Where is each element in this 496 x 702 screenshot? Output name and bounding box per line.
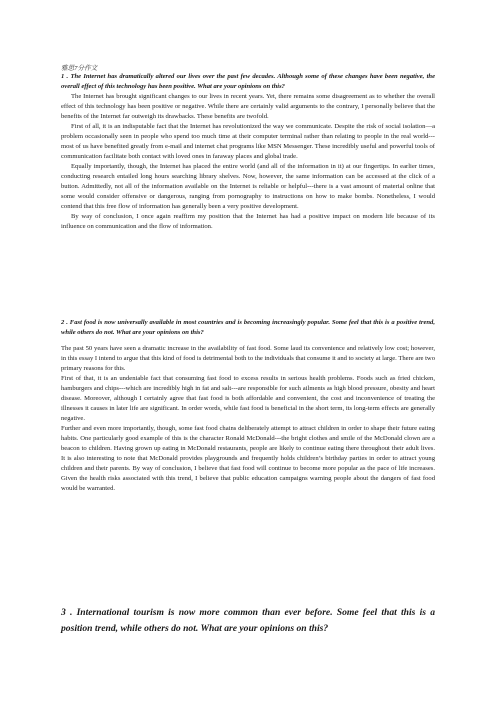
essay-2-paragraph-2: First of that, it is an undeniable fact that consuming fast food to excess results in serious health problems. Foods such as fried chicken, hamburgers and chips---which are incredibly high in fat and salt---are responsible for such ailments as high blood pressure, obesity and heart disease. Moreover, although I certainly agree that fast food is both affordable and convenient, the cost and inconvenience of treating the illnesses it causes in later life are significant. In order words, while fast food is beneficial in the short term, its long-term effects are generally negative. — [61, 375, 435, 422]
essay-3-question: 3 . International tourism is now more common than ever before. Some feel that this is a position trend, while others do not. What are your opinions on this? — [61, 607, 435, 634]
essay-1-paragraph-4: By way of conclusion, I once again reaffirm my position that the Internet has had a positive impact on modern life because of its influence on communication and the flow of information. — [61, 213, 435, 230]
essay-2 — [61, 318, 435, 494]
essay-2-question: 2 . Fast food is now universally available in most countries and is becoming increasingly popular. Some feel that this is a positive trend, while others do not. What are your opinions on this? — [61, 319, 435, 336]
essay-1-paragraph-3: Equally importantly, though, the Internet has placed the entire world (and all of the information in it) at our fingertips. In earlier times, conducting research entailed long hours searching library shelves. Now, however, the same information can be accessed at the click of a button. Admittedly, not all of the information available on the Internet is reliable or helpful---there is a vast amount of material online that some would consider offensive or dangerous, ranging from pornography to instructions on how to make bombs. Nonetheless, I would contend that this free flow of information has generally been a very positive development. — [61, 163, 435, 210]
essay-1-question: 1 . The Internet has dramatically altered our lives over the past few decades. Although some of these changes have been negative, the overall effect of this technology has been positive. What are your opinions on this? — [61, 73, 435, 90]
essay-2-paragraph-1: The past 50 years have seen a dramatic increase in the availability of fast food. Some laud its convenience and relatively low cost; however, in this essay I intend to argue that this kind of food is detrimental both to the individuals that consume it and to society at large. There are two primary reasons for this. — [61, 345, 435, 372]
essay-3 — [61, 605, 435, 637]
essay-1-paragraph-2: First of all, it is an indisputable fact that the Internet has revolutionized the way we communicate. Despite the risk of social isolation—a problem occasionally seen in people who spend too much time at their computer terminal rather than relating to people in the real world--- most of us have benefited greatly from e-mail and internet chat programs like MSN Messenger. These incredibly useful and powerful tools of communication facilitate both contact with loved ones in faraway places and global trade. — [61, 123, 435, 160]
essay-1-paragraph-1: The Internet has brought significant changes to our lives in recent years. Yet, there remains some disagreement as to whether the overall effect of this technology has been positive or negative. While there are certainly valid arguments to the contrary, I personally believe that the benefits of the Internet far outweigh its drawbacks. These benefits are twofold. — [61, 93, 435, 120]
essay-2-paragraph-3: Further and even more importantly, though, some fast food chains deliberately attempt to attract children in order to shape their future eating habits. One particularly good example of this is the character Ronald McDonald---the bright clothes and smile of the McDonald clown are a beacon to children. Having grown up eating in McDonald restaurants, people are likely to continue eating there throughout their adult lives. It is also interesting to note that McDonald provides playgrounds and frequently holds children’s birthday parties in order to attract young children and their parents. By way of conclusion, I believe that fast food will continue to become more popular as the pace of life increases. Given the health risks associated with this trend, I believe that public education campaigns warning people about the dangers of fast food would be warranted. — [61, 425, 435, 492]
document-header: 雅思7分作文 — [61, 65, 98, 72]
essay-1 — [61, 72, 435, 232]
